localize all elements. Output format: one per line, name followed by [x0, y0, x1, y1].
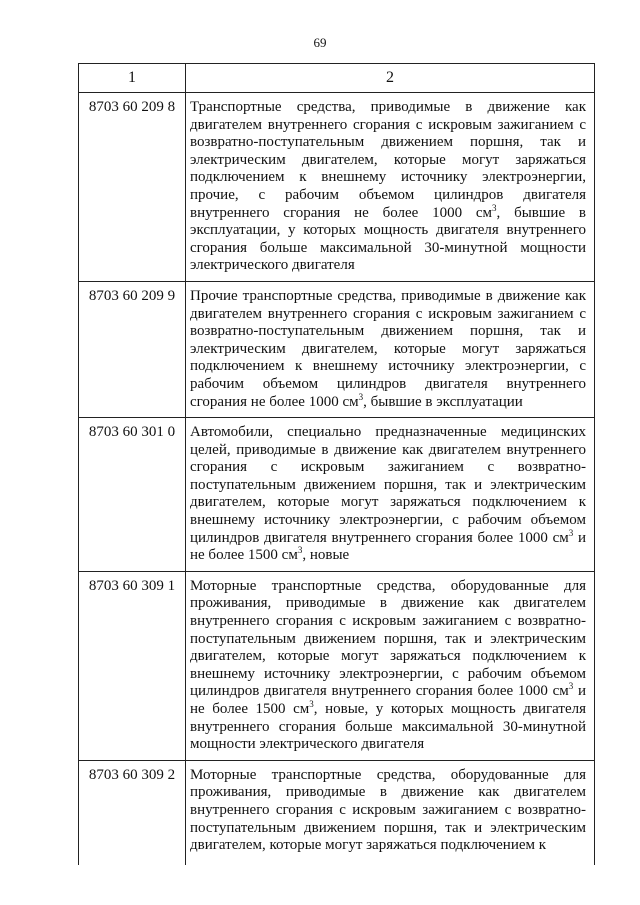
table-row — [79, 571, 595, 760]
commodity-code: 8703 60 309 1 — [79, 571, 186, 760]
column-header-code: 1 — [79, 64, 186, 93]
table-row — [79, 281, 595, 417]
description-text: Моторные транспортные средства, оборудованные для проживания, приводимые в движение как двигателем внутреннего сгорания с искровым зажиганием с возвратно-поступательным движением поршня, так и электрическим двигателем, которые могут заряжаться подключением к — [190, 766, 586, 854]
commodity-code: 8703 60 301 0 — [79, 418, 186, 572]
table-row — [79, 760, 595, 865]
commodity-description — [186, 93, 595, 282]
commodity-description — [186, 418, 595, 572]
description-text: и не более 1500 см — [190, 529, 586, 564]
superscript: 3 — [358, 391, 364, 402]
commodity-code: 8703 60 209 8 — [79, 93, 186, 282]
description-text: Транспортные средства, приводимые в движение как двигателем внутреннего сгорания с искровым зажиганием с возвратно-поступательным движением поршня, так и электрическим двигателем, которые могут заряжаться подключением к внешнему источнику электроэнергии, прочие, с рабочим объемом цилиндров двигателя внутреннего сгорания не более 1000 см — [190, 99, 586, 221]
table-header-row — [79, 64, 595, 93]
superscript: 3 — [568, 681, 574, 692]
commodity-code: 8703 60 309 2 — [79, 760, 186, 865]
commodity-description — [186, 760, 595, 865]
description-text: , бывшие в эксплуатации — [363, 393, 523, 410]
description-text: Моторные транспортные средства, оборудованные для проживания, приводимые в движение как двигателем внутреннего сгорания с искровым зажиганием с возвратно-поступательным движением поршня, так и электрическим двигателем, которые могут заряжаться подключением к внешнему источнику электроэнергии, с рабочим объемом цилиндров двигателя внутреннего сгорания более 1000 см — [190, 577, 586, 700]
commodity-code: 8703 60 209 9 — [79, 281, 186, 417]
superscript: 3 — [492, 202, 497, 213]
tariff-table — [78, 63, 595, 865]
commodity-description — [186, 281, 595, 417]
table-row — [79, 418, 595, 572]
description-text: и не более 1500 см — [190, 683, 586, 717]
description-text: Автомобили, специально предназначенные медицинских целей, приводимые в движение как двигателем внутреннего сгорания с искровым зажиганием с возвратно-поступательным движением поршня, так и электрическим двигателем, которые могут заряжаться подключением к внешнему источнику электроэнергии, с рабочим объемом цилиндров двигателя внутреннего сгорания более 1000 см — [190, 424, 586, 546]
table-row — [79, 93, 595, 282]
superscript: 3 — [568, 527, 574, 538]
superscript: 3 — [309, 699, 314, 709]
description-text: , новые, у которых мощность двигателя внутреннего сгорания больше максимальной 30-минутной мощности электрического двигателя — [190, 701, 586, 753]
column-header-description: 2 — [186, 64, 595, 93]
description-text: , бывшие в эксплуатации, у которых мощность двигателя внутреннего сгорания больше максимальной 30-минутной мощности электрического двигателя — [190, 204, 586, 274]
page-number: 69 — [313, 35, 327, 50]
description-text: Прочие транспортные средства, приводимые в движение как двигателем внутреннего сгорания с искровым зажиганием с возвратно-поступательным движением поршня, так и электрическим двигателем, которые могут заряжаться подключением к внешнему источнику электроэнергии, с рабочим объемом цилиндров двигателя внутреннего сгорания не более 1000 см — [190, 287, 586, 410]
commodity-description — [186, 571, 595, 760]
description-text: , новые — [302, 547, 350, 564]
superscript: 3 — [297, 545, 303, 556]
